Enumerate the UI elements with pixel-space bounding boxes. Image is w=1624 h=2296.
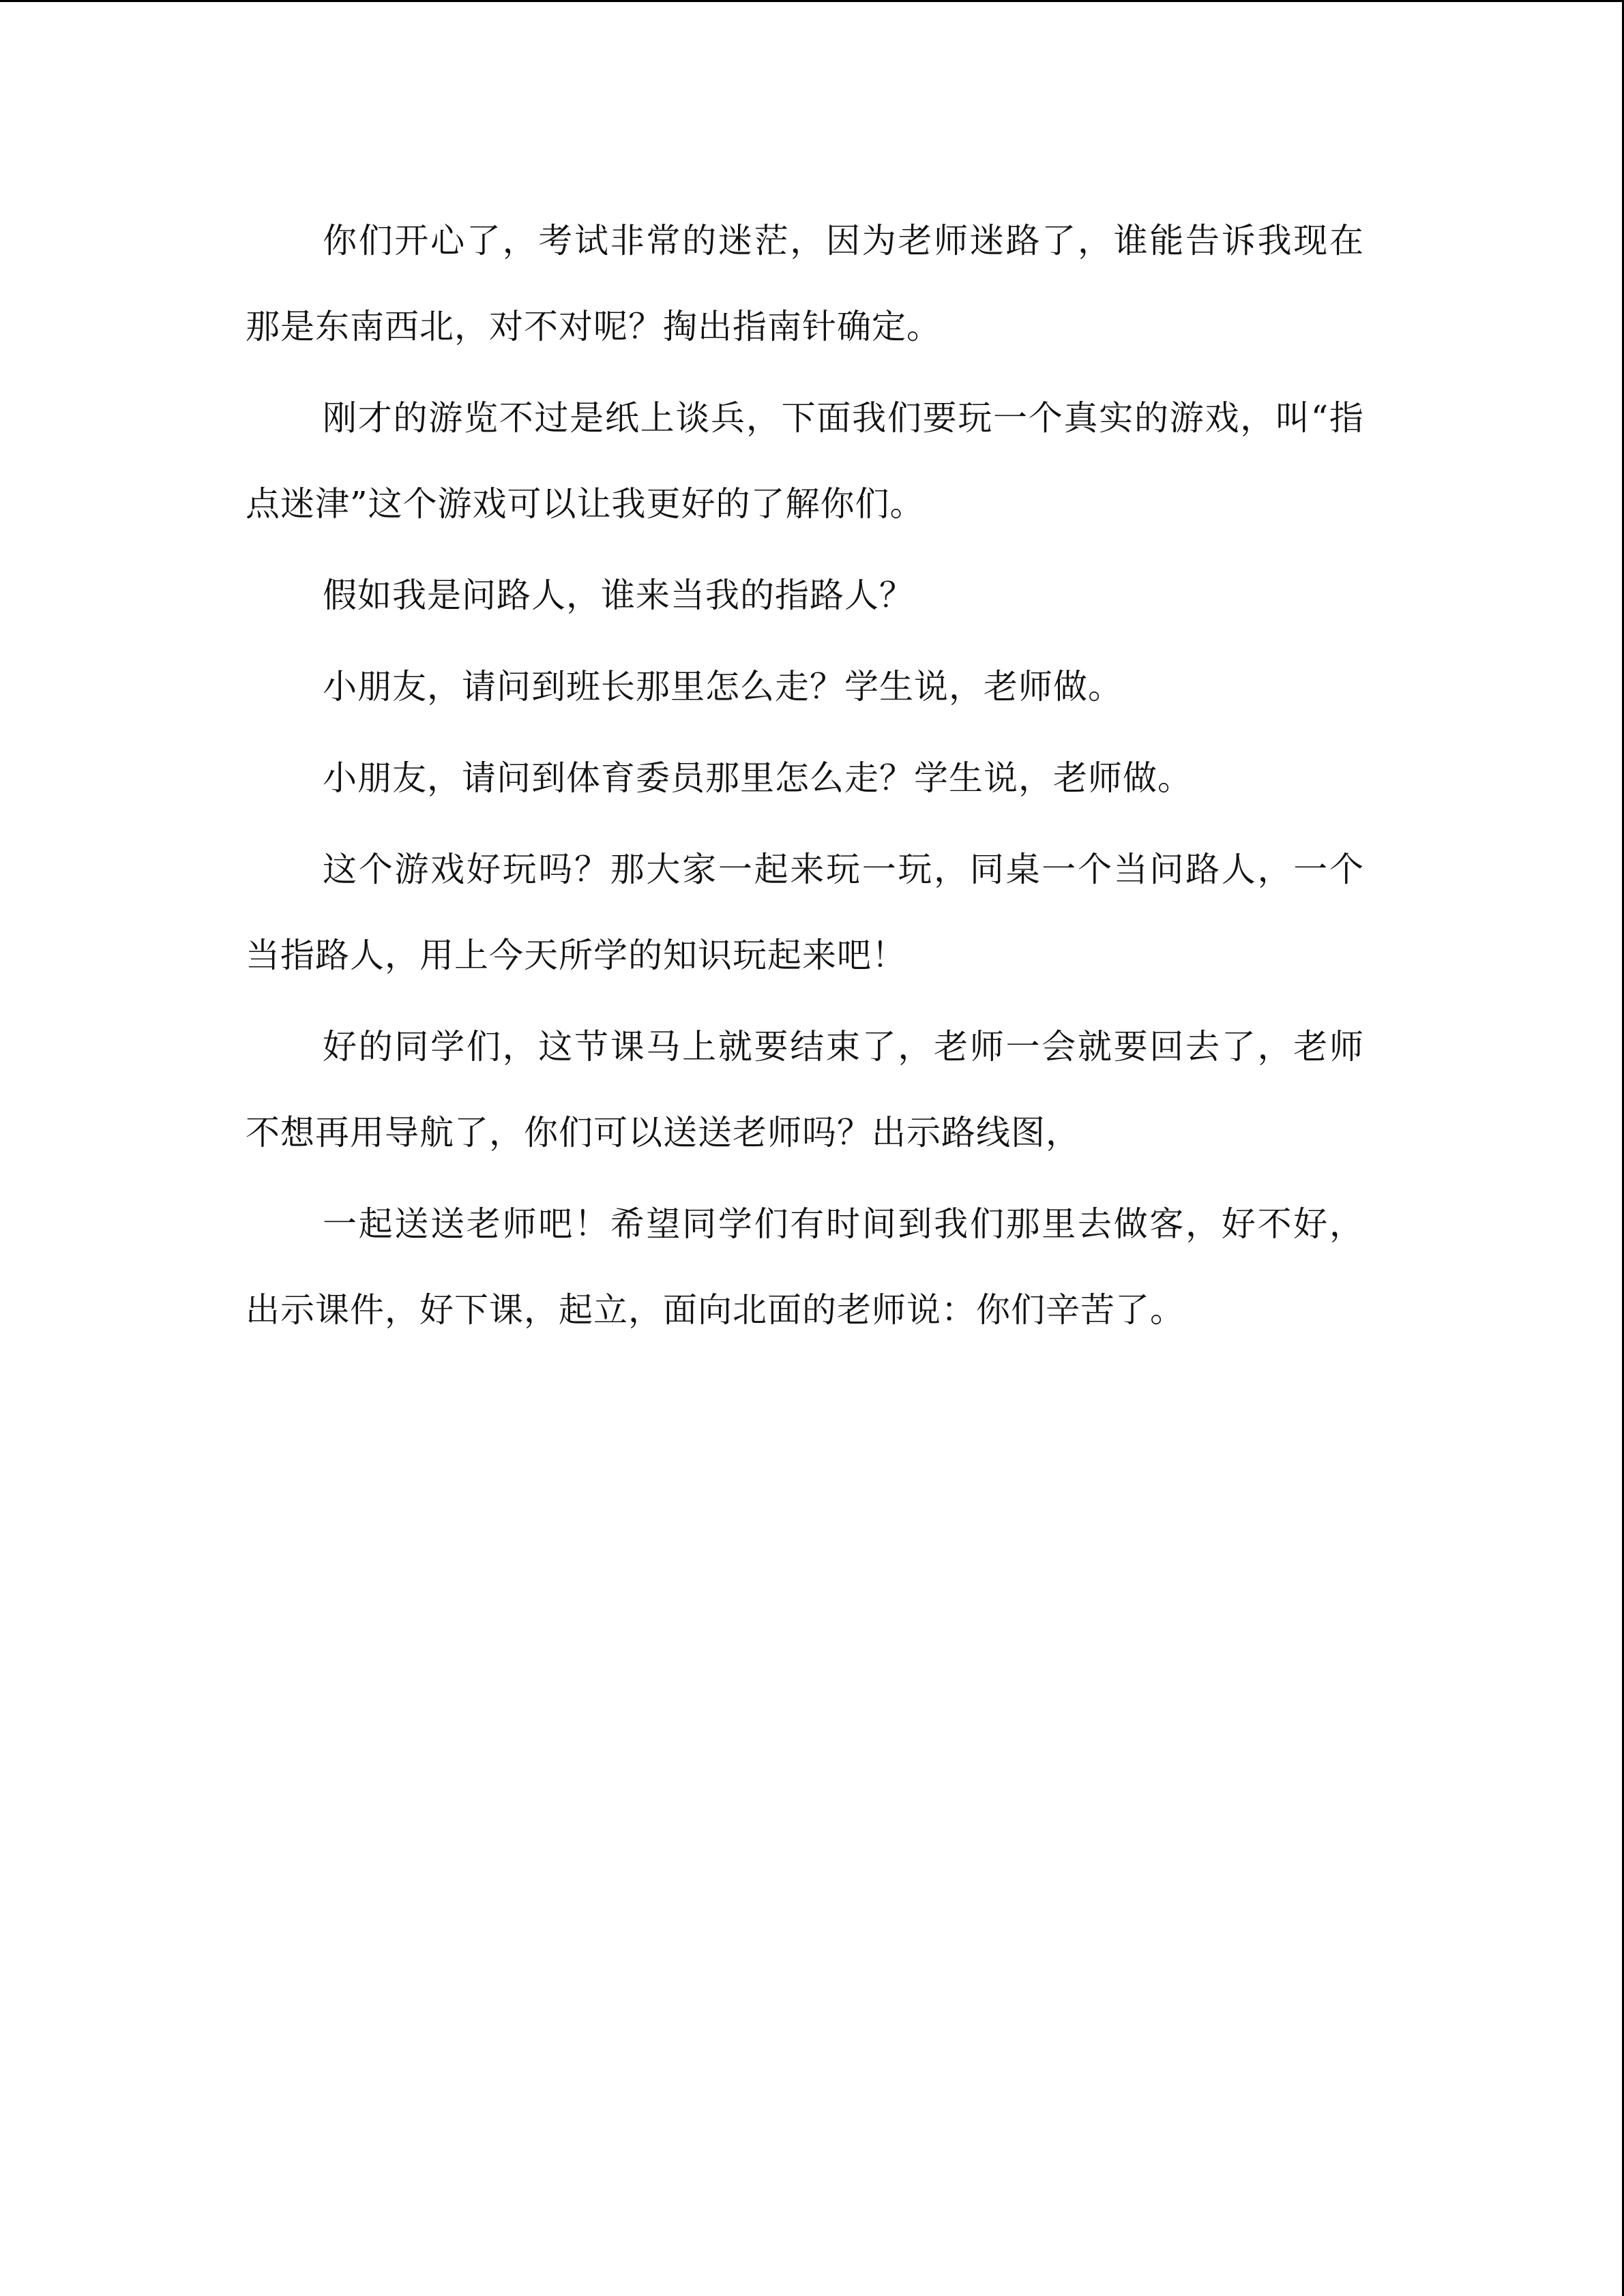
paragraph-3: 假如我是问路人，谁来当我的指路人？ xyxy=(323,576,914,615)
paragraph-5: 小朋友，请问到体育委员那里怎么走？学生说，老师做。 xyxy=(323,758,1192,798)
paragraph-8: 一起送送老师吧！希望同学们有时间到我们那里去做客，好不好，出示课件，好下课，起立，面向北面的老师说：你们辛苦了。 xyxy=(246,1204,1364,1330)
paragraph-7: 好的同学们，这节课马上就要结束了，老师一会就要回去了，老师不想再用导航了，你们可以送送老师吗？出示路线图， xyxy=(246,1027,1364,1152)
paragraph-4: 小朋友，请问到班长那里怎么走？学生说，老师做。 xyxy=(323,667,1123,706)
paragraph-1: 你们开心了，考试非常的迷茫，因为老师迷路了，谁能告诉我现在那是东南西北，对不对呢？掏出指南针确定。 xyxy=(246,221,1364,346)
paragraph-2: 刚才的游览不过是纸上谈兵，下面我们要玩一个真实的游戏，叫“指点迷津”这个游戏可以让我更好的了解你们。 xyxy=(246,398,1364,524)
paragraph-6: 这个游戏好玩吗？那大家一起来玩一玩，同桌一个当问路人，一个当指路人，用上今天所学的知识玩起来吧！ xyxy=(246,850,1364,975)
document-body xyxy=(246,198,1364,1358)
page-top-border xyxy=(0,0,1624,2)
